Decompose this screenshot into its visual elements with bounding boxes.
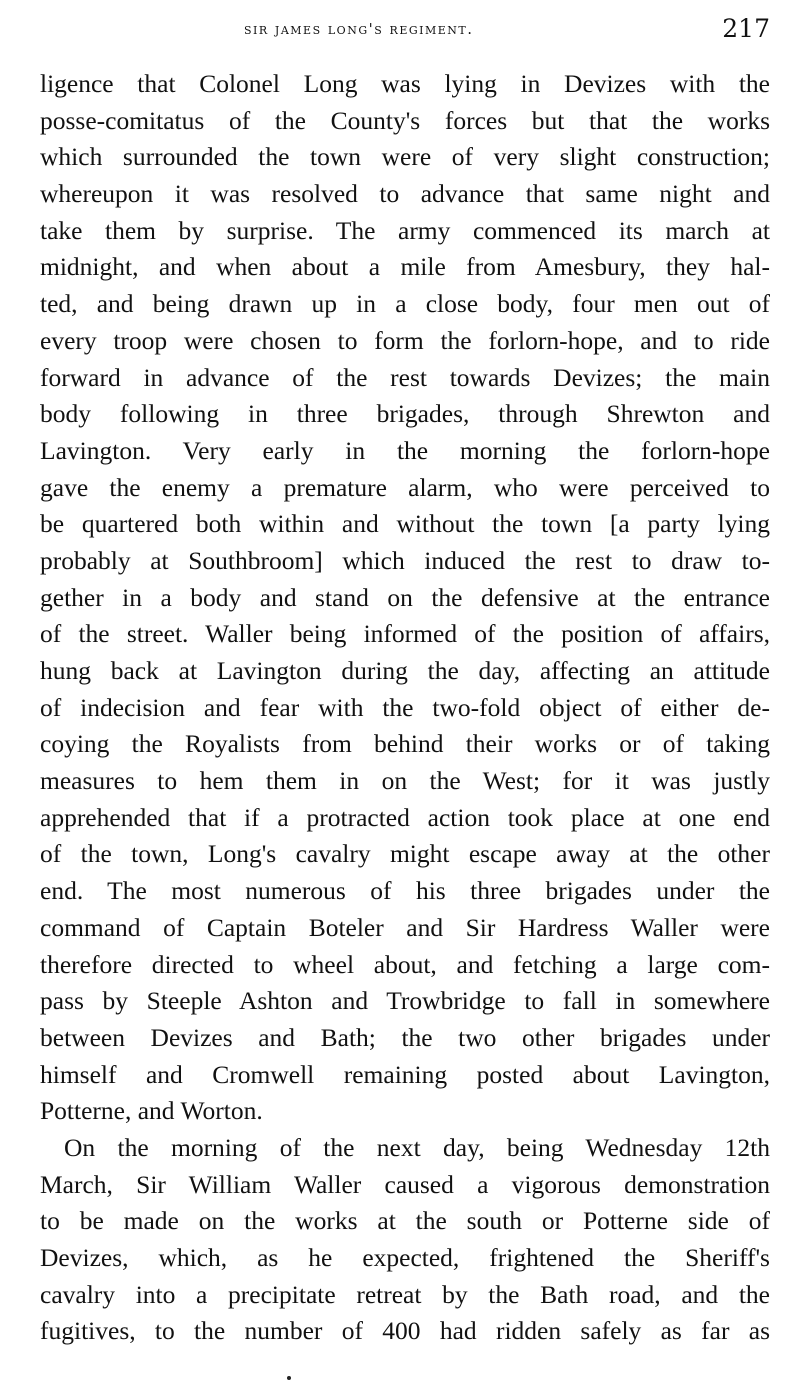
text-line: Potterne, and Worton. bbox=[40, 1096, 263, 1126]
text-line: forward in advance of the rest towards Devizes; the main bbox=[40, 362, 770, 392]
scan-speck bbox=[287, 1376, 291, 1380]
text-line: command of Captain Boteler and Sir Hardress Waller were bbox=[40, 912, 770, 942]
text-line: ted, and being drawn up in a close body, four men out of bbox=[40, 289, 770, 319]
text-line: himself and Cromwell remaining posted about Lavington, bbox=[40, 1059, 770, 1089]
text-line: fugitives, to the number of 400 had ridden safely as far as bbox=[40, 1316, 770, 1346]
text-line: gether in a body and stand on the defensive at the entrance bbox=[40, 582, 770, 612]
body-text bbox=[40, 66, 770, 1350]
text-line: of indecision and fear with the two-fold object of either de- bbox=[40, 692, 770, 722]
text-line: end. The most numerous of his three brigades under the bbox=[40, 876, 770, 906]
text-line: of the street. Waller being informed of the position of affairs, bbox=[40, 619, 770, 649]
text-line: cavalry into a precipitate retreat by the Bath road, and the bbox=[40, 1279, 770, 1309]
text-line: pass by Steeple Ashton and Trowbridge to fall in somewhere bbox=[40, 986, 770, 1016]
text-line: to be made on the works at the south or Potterne side of bbox=[40, 1206, 770, 1236]
text-line: Lavington. Very early in the morning the forlorn-hope bbox=[40, 435, 770, 465]
text-line: posse-comitatus of the County's forces but that the works bbox=[40, 105, 770, 135]
text-line: hung back at Lavington during the day, affecting an attitude bbox=[40, 656, 770, 685]
text-line: March, Sir William Waller caused a vigorous demonstration bbox=[40, 1169, 770, 1199]
text-line: Devizes, which, as he expected, frightened the Sheriff's bbox=[40, 1243, 770, 1272]
text-line: which surrounded the town were of very slight construction; bbox=[40, 142, 770, 172]
text-line: whereupon it was resolved to advance that same night and bbox=[40, 179, 770, 209]
text-line: every troop were chosen to form the forlorn-hope, and to ride bbox=[40, 325, 770, 355]
page-header bbox=[0, 14, 800, 44]
text-line: therefore directed to wheel about, and fetching a large com- bbox=[40, 949, 770, 979]
text-line: between Devizes and Bath; the two other brigades under bbox=[40, 1022, 770, 1052]
text-line: gave the enemy a premature alarm, who were perceived to bbox=[40, 472, 770, 502]
text-line: midnight, and when about a mile from Amesbury, they hal- bbox=[40, 252, 770, 282]
text-line: of the town, Long's cavalry might escape away at the other bbox=[40, 839, 770, 869]
text-line: probably at Southbroom] which induced the rest to draw to- bbox=[40, 545, 770, 575]
text-line: ligence that Colonel Long was lying in Devizes with the bbox=[40, 69, 770, 98]
text-line: measures to hem them in on the West; for it was justly bbox=[40, 766, 770, 796]
text-line: coying the Royalists from behind their works or of taking bbox=[40, 729, 770, 759]
text-line: take them by surprise. The army commenced its march at bbox=[40, 215, 770, 245]
text-line: be quartered both within and without the town [a party lying bbox=[40, 509, 770, 539]
text-line: On the morning of the next day, being Wednesday 12th bbox=[64, 1132, 770, 1162]
running-head: sir james long's regiment. bbox=[244, 20, 474, 38]
page-number: 217 bbox=[722, 14, 770, 43]
text-line: apprehended that if a protracted action took place at one end bbox=[40, 802, 770, 832]
text-line: body following in three brigades, through Shrewton and bbox=[40, 399, 770, 429]
